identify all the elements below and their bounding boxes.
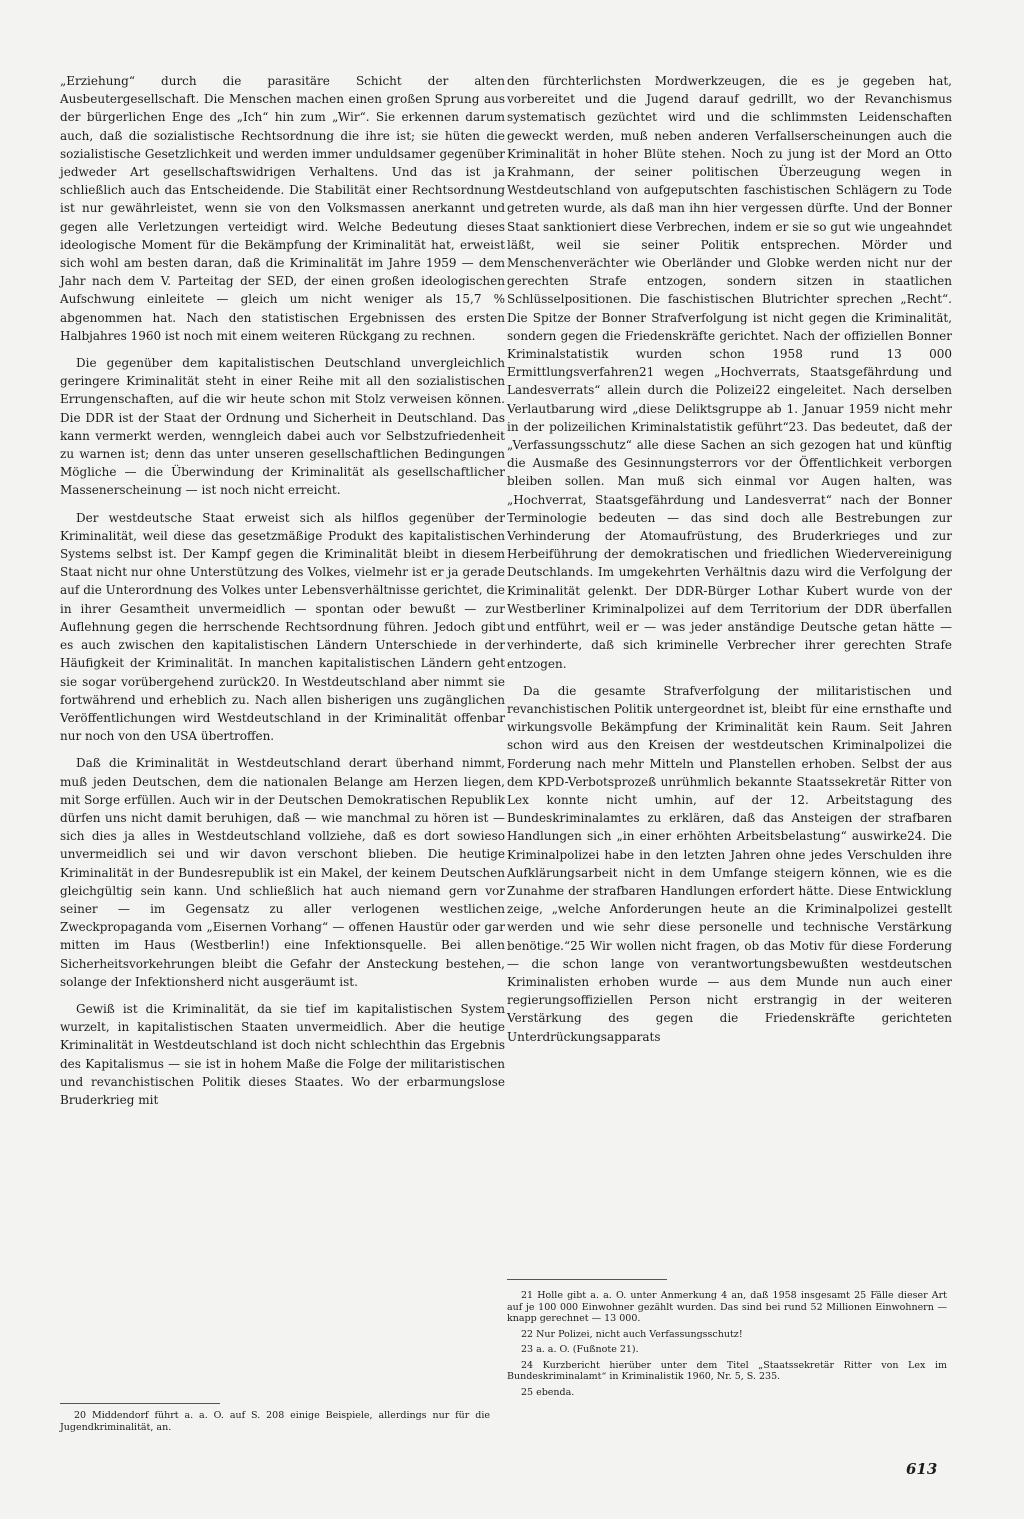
right-text-column	[507, 72, 952, 1055]
footnote: 21 Holle gibt a. a. O. unter Anmerkung 4 an, daß 1958 insgesamt 25 Fälle dieser Art auf je 100 000 Einwohner gezählt wurden. Das sind bei rund 52 Millionen Einwohnern — knapp gerechnet — 13 000.	[507, 1290, 947, 1324]
paragraph: Gewiß ist die Kriminalität, da sie tief im kapitalistischen System wurzelt, in kapitalistischen Staaten unvermeidlich. Aber die heutige Kriminalität in Westdeutschland ist doch nicht schlechthin das Ergebnis des Kapitalismus — sie ist in hohem Maße die Folge der militaristischen und revanchistischen Politik dieses Staates. Wo der erbarmungslose Bruderkrieg mit	[60, 1001, 505, 1107]
paragraph: Daß die Kriminalität in Westdeutschland derart überhand nimmt, muß jeden Deutschen, dem die nationalen Belange am Herzen liegen, mit Sorge erfüllen. Auch wir in der Deutschen Demokratischen Republik dürfen uns nicht damit beruhigen, daß — wie manchmal zu hören ist — sich dies ja alles in Westdeutschland vollziehe, daß es dort sowieso unvermeidlich sei und wir davon verschont blieben. Die heutige Kriminalität in der Bundesrepublik ist ein Makel, der keinem Deutschen gleichgültig sein kann. Und schließlich hat auch niemand gern vor seiner — im Gegensatz zu aller verlogenen westlichen Zweckpropaganda vom „Eisernen Vorhang“ — offenen Haustür oder gar mitten im Haus (Westberlin!) eine Infektionsquelle. Bei allen Sicherheitsvorkehrungen bleibt die Gefahr der Ansteckung bestehen, solange der Infektionsherd nicht ausgeräumt ist.	[60, 756, 505, 989]
paragraph: den fürchterlichsten Mordwerkzeugen, die es je gegeben hat, vorbereitet und die Jugend darauf gedrillt, wo der Revanchismus systematisch gezüchtet wird und die schlimmsten Leidenschaften geweckt werden, muß neben anderen Verfallserscheinungen auch die Kriminalität in hoher Blüte stehen. Noch zu jung ist der Mord an Otto Krahmann, der seiner politischen Überzeugung wegen in Westdeutschland von aufgeputschten faschistischen Schlägern zu Tode getreten wurde, als daß man ihn hier vergessen dürfte. Und der Bonner Staat sanktioniert diese Verbrechen, indem er sie so gut wie ungeahndet läßt, weil sie seiner Politik entsprechen. Mörder und Menschenverächter wie Oberländer und Globke werden nicht nur der gerechten Strafe entzogen, sondern sitzen in staatlichen Schlüsselpositionen. Die faschistischen Blutrichter sprechen „Recht“. Die Spitze der Bonner Strafverfolgung ist nicht gegen die Kriminalität, sondern gegen die Friedenskräfte gerichtet. Nach der offiziellen Bonner Kriminalstatistik wurden schon 1958 rund 13 000 Ermittlungsverfahren21 wegen „Hochverrats, Staatsgefährdung und Landesverrats“ allein durch die Polizei22 eingeleitet. Nach derselben Verlautbarung wird „diese Deliktsgruppe ab 1. Januar 1959 nicht mehr in der polizeilichen Kriminalstatistik geführt“23. Das bedeutet, daß der „Verfassungsschutz“ alle diese Sachen an sich gezogen hat und künftig die Ausmaße des Gesinnungsterrors vor der Öffentlichkeit verborgen bleiben sollen. Man muß sich einmal vor Augen halten, was „Hochverrat, Staatsgefährdung und Landesverrat“ nach der Bonner Terminologie bedeuten — das sind doch alle Bestrebungen zur Verhinderung der Atomaufrüstung, des Bruderkrieges und zur Herbeiführung der demokratischen und friedlichen Wiedervereinigung Deutschlands. Im umgekehrten Verhältnis dazu wird die Verfolgung der Kriminalität gelenkt. Der DDR-Bürger Lothar Kubert wurde von der Westberliner Kriminalpolizei auf dem Territorium der DDR überfallen und entführt, weil er — was jeder anständige Deutsche getan hätte — verhinderte, daß sich kriminelle Verbrecher ihrer gerechten Strafe entzogen.	[507, 74, 952, 671]
paragraph: „Erziehung“ durch die parasitäre Schicht der alten Ausbeutergesellschaft. Die Menschen machen einen großen Sprung aus der bürgerlichen Enge des „Ich“ hin zum „Wir“. Sie erkennen darum auch, daß die sozialistische Rechtsordnung die ihre ist; sie hüten die sozialistische Gesetzlichkeit und werden immer unduldsamer gegenüber jedweder Art gesellschaftswidrigen Verhaltens. Und das ist ja schließlich auch das Entscheidende. Die Stabilität einer Rechtsordnung ist nur gewährleistet, wenn sie von den Volksmassen anerkannt und gegen alle Verletzungen verteidigt wird. Welche Bedeutung dieses ideologische Moment für die Bekämpfung der Kriminalität hat, erweist sich wohl am besten daran, daß die Kriminalität im Jahre 1959 — dem Jahr nach dem V. Parteitag der SED, der einen großen ideologischen Aufschwung einleitete — gleich um nicht weniger als 15,7 % abgenommen hat. Nach den statistischen Ergebnissen des ersten Halbjahres 1960 ist noch mit einem weiteren Rückgang zu rechnen.	[60, 74, 505, 343]
footnote-rule-right	[507, 1279, 667, 1280]
left-text-column	[60, 72, 505, 1118]
footnotes-right	[507, 1290, 947, 1402]
paragraph: Da die gesamte Strafverfolgung der militaristischen und revanchistischen Politik untergeordnet ist, bleibt für eine ernsthafte und wirkungsvolle Bekämpfung der Kriminalität kein Raum. Seit Jahren schon wird aus den Kreisen der westdeutschen Kriminalpolizei die Forderung nach mehr Mitteln und Planstellen erhoben. Selbst der aus dem KPD-Verbotsprozeß unrühmlich bekannte Staatssekretär Ritter von Lex konnte nicht umhin, auf der 12. Arbeitstagung des Bundeskriminalamtes zu erklären, daß das Ansteigen der strafbaren Handlungen sich „in einer erhöhten Arbeitsbelastung“ auswirke24. Die Kriminalpolizei habe in den letzten Jahren ohne jedes Verschulden ihre Aufklärungsarbeit nicht in dem Umfange steigern können, wie es die Zunahme der strafbaren Handlungen erfordert hätte. Diese Entwicklung zeige, „welche Anforderungen heute an die Kriminalpolizei gestellt werden und wie sehr diese personelle und technische Verstärkung benötige.“25 Wir wollen nicht fragen, ob das Motiv für diese Forderung — die schon lange von verantwortungsbewußten westdeutschen Kriminalisten erhoben wurde — aus dem Munde nun auch einer regierungsoffiziellen Person nicht erstrangig in der weiteren Verstärkung des gegen die Friedenskräfte gerichteten Unterdrückungsapparats	[507, 683, 952, 1044]
footnote: 22 Nur Polizei, nicht auch Verfassungsschutz!	[521, 1328, 743, 1340]
page-number: 613	[906, 1460, 938, 1478]
footnotes-left	[60, 1410, 490, 1437]
footnote-rule-left	[60, 1403, 220, 1410]
footnote: 23 a. a. O. (Fußnote 21).	[521, 1344, 639, 1355]
footnote: 24 Kurzbericht hierüber unter dem Titel „Staatssekretär Ritter von Lex im Bundeskriminalamt“ in Kriminalistik 1960, Nr. 5, S. 235.	[507, 1359, 947, 1382]
footnote: 25 ebenda.	[521, 1386, 575, 1398]
paragraph: Die gegenüber dem kapitalistischen Deutschland unvergleichlich geringere Kriminalität steht in einer Reihe mit all den sozialistischen Errungenschaften, auf die wir heute schon mit Stolz verweisen können. Die DDR ist der Staat der Ordnung und Sicherheit in Deutschland. Das kann vermerkt werden, wenngleich dabei auch vor Selbstzufriedenheit zu warnen ist; denn das unter unseren gesellschaftlichen Bedingungen Mögliche — die Überwindung der Kriminalität als gesellschaftlicher Massenerscheinung — ist noch nicht erreicht.	[60, 356, 505, 498]
paragraph: Der westdeutsche Staat erweist sich als hilflos gegenüber der Kriminalität, weil diese das gesetzmäßige Produkt des kapitalistischen Systems selbst ist. Der Kampf gegen die Kriminalität bleibt in diesem Staat nicht nur ohne Unterstützung des Volkes, vielmehr ist er ja gerade auf die Unterordnung des Volkes unter Lebensverhältnisse gerichtet, die in ihrer Gesamtheit unvermeidlich — spontan oder bewußt — zur Auflehnung gegen die herrschende Rechtsordnung führen. Jedoch gibt es auch zwischen den kapitalistischen Ländern Unterschiede in der Häufigkeit der Kriminalität. In manchen kapitalistischen Ländern geht sie sogar vorübergehend zurück20. In Westdeutschland aber nimmt sie fortwährend und erheblich zu. Nach allen bisherigen uns zugänglichen Veröffentlichungen wird Westdeutschland in der Kriminalität offenbar nur noch von den USA übertroffen.	[60, 510, 505, 744]
footnote: 20 Middendorf führt a. a. O. auf S. 208 einige Beispiele, allerdings nur für die Jugendkriminalität, an.	[60, 1410, 490, 1433]
